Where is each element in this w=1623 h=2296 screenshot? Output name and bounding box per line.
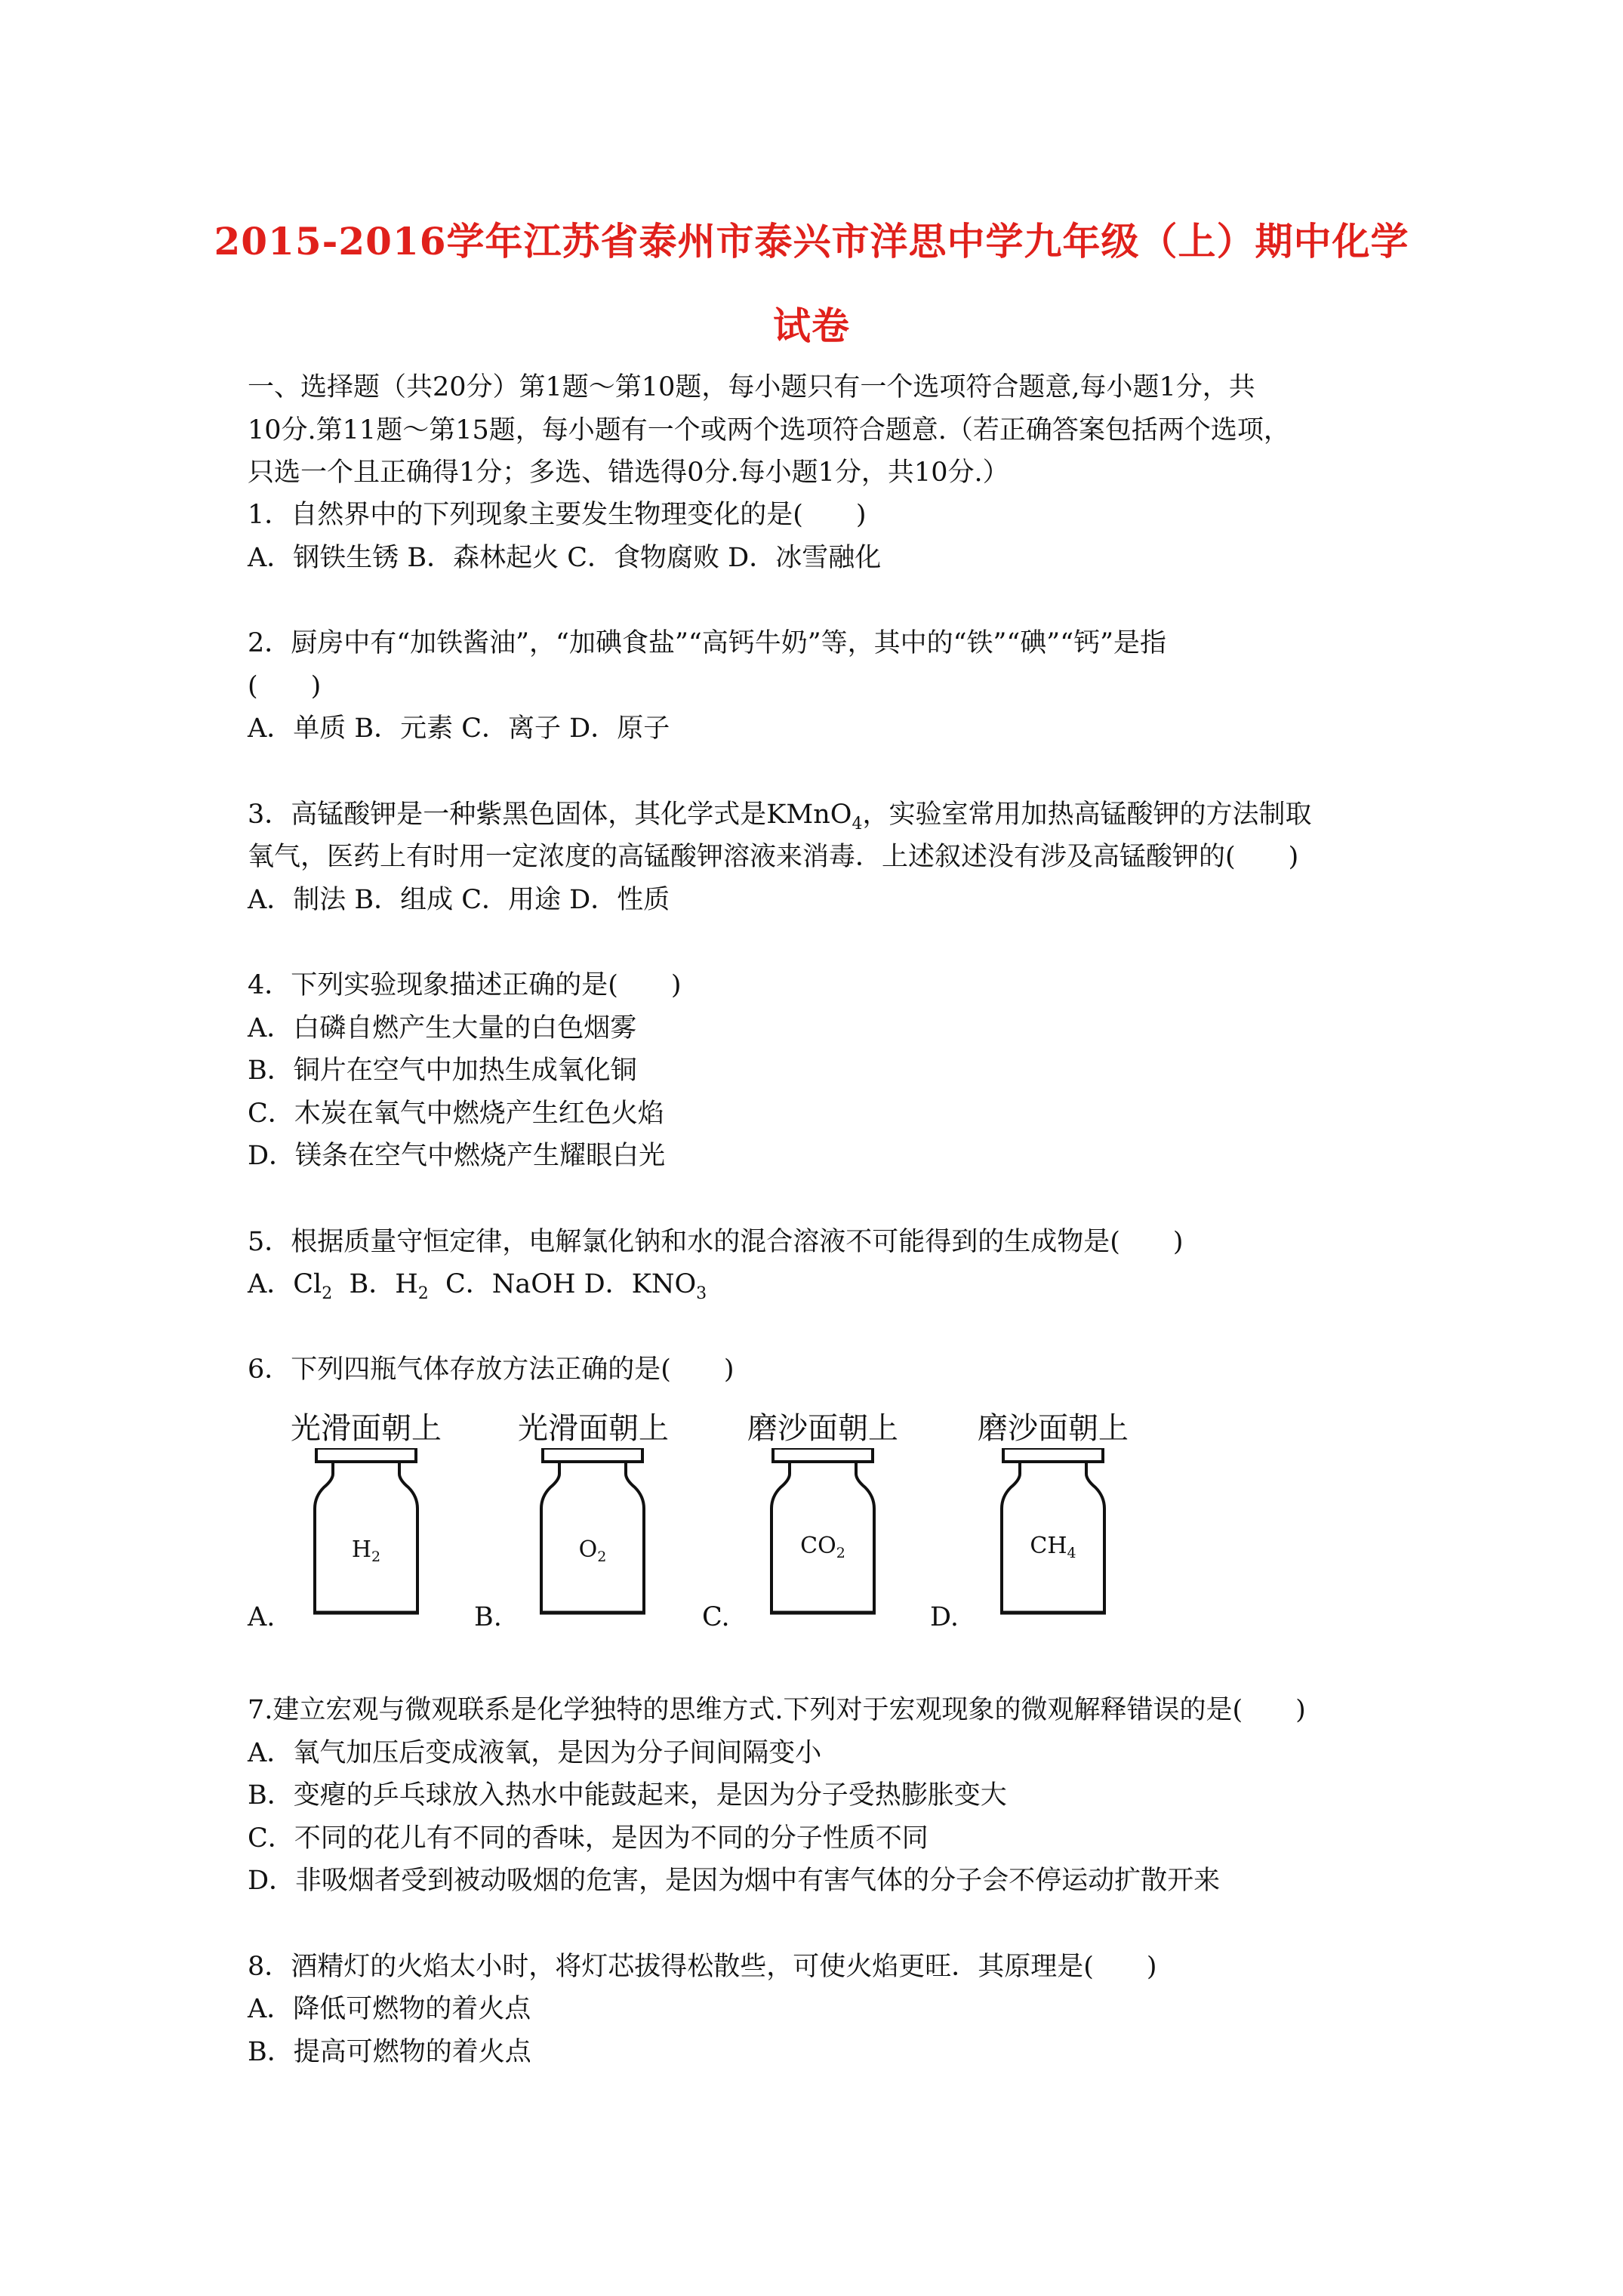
q6-bottle-figure [0, 1404, 1623, 1631]
q4-option-d: D．镁条在空气中燃烧产生耀眼白光 [248, 1141, 666, 1171]
q2-stem-line2: ( ) [248, 671, 322, 701]
q6-bottle-b-icon [532, 1448, 653, 1616]
q3-options: A．制法 B．组成 C．用途 D．性质 [248, 885, 670, 915]
q4-stem: 4．下列实验现象描述正确的是( ) [248, 970, 682, 1000]
q6-option-b-letter: B. [474, 1602, 502, 1632]
q6-bottle-b-caption: 光滑面朝上 [518, 1411, 669, 1446]
q2-options: A．单质 B．元素 C．离子 D．原子 [248, 713, 670, 744]
q5-options: A．$Cl_2$ B．$H_2$ C．NaOH D．$KNO_3$ [248, 1269, 707, 1303]
q4-option-a: A．白磷自燃产生大量的白色烟雾 [248, 1013, 637, 1043]
q2-stem-line1: 2．厨房中有“加铁酱油”，“加碘食盐”“高钙牛奶”等，其中的“铁”“碘”“钙”是指 [248, 628, 1166, 658]
q6-bottle-c-icon [762, 1448, 883, 1616]
q3-stem-line1: 3．高锰酸钾是一种紫黑色固体，其化学式是KMnO$_4$，实验室常用加热高锰酸钾的方法制取 [248, 800, 1312, 834]
q8-option-a: A．降低可燃物的着火点 [248, 1994, 531, 2024]
q6-bottle-d-caption: 磨沙面朝上 [978, 1411, 1129, 1446]
q1-options: A．钢铁生锈 B．森林起火 C．食物腐败 D．冰雪融化 [248, 543, 882, 573]
q6-option-d-letter: D. [930, 1602, 959, 1632]
q6-bottle-c-caption: 磨沙面朝上 [747, 1411, 898, 1446]
q6-bottle-a-caption: 光滑面朝上 [291, 1411, 442, 1446]
q6-option-a-letter: A. [248, 1602, 276, 1632]
q7-option-b: B．变瘪的乒乓球放入热水中能鼓起来，是因为分子受热膨胀变大 [248, 1780, 1007, 1811]
section-intro-line2: 10分.第11题～第15题，每小题有一个或两个选项符合题意.（若正确答案包括两个选项， [248, 415, 1290, 445]
q7-stem: 7.建立宏观与微观联系是化学独特的思维方式.下列对于宏观现象的微观解释错误的是( ) [248, 1695, 1306, 1725]
q6-bottle-d-icon [993, 1448, 1113, 1616]
q6-stem: 6．下列四瓶气体存放方法正确的是( ) [248, 1354, 735, 1385]
q6-bottle-c-formula: $CO_2$ [800, 1533, 845, 1561]
q6-bottle-b-formula: $O_2$ [578, 1536, 607, 1565]
section-intro-line1: 一、选择题（共20分）第1题～第10题，每小题只有一个选项符合题意,每小题1分，共 [248, 372, 1255, 402]
q7-option-d: D．非吸烟者受到被动吸烟的危害，是因为烟中有害气体的分子会不停运动扩散开来 [248, 1866, 1221, 1896]
q6-bottle-a-formula: $H_2$ [351, 1536, 381, 1565]
q8-option-b: B．提高可燃物的着火点 [248, 2037, 531, 2067]
q8-stem: 8．酒精灯的火焰太小时，将灯芯拔得松散些，可使火焰更旺．其原理是( ) [248, 1952, 1157, 1982]
q6-option-c-letter: C. [702, 1602, 730, 1632]
q6-bottle-d-formula: $CH_4$ [1030, 1533, 1076, 1561]
section-intro-line3: 只选一个且正确得1分；多选、错选得0分.每小题1分，共10分.） [248, 458, 1009, 488]
exam-title-line2: 试卷 [773, 304, 850, 348]
q4-option-c: C．木炭在氧气中燃烧产生红色火焰 [248, 1099, 664, 1129]
q1-stem: 1．自然界中的下列现象主要发生物理变化的是( ) [248, 500, 867, 530]
q5-stem: 5．根据质量守恒定律，电解氯化钠和水的混合溶液不可能得到的生成物是( ) [248, 1227, 1184, 1257]
q6-bottle-a-icon [306, 1448, 427, 1616]
q7-option-c: C．不同的花儿有不同的香味，是因为不同的分子性质不同 [248, 1823, 929, 1854]
exam-title-line1: 2015-2016学年江苏省泰州市泰兴市洋思中学九年级（上）期中化学 [214, 219, 1409, 264]
q3-stem-line2: 氧气，医药上有时用一定浓度的高锰酸钾溶液来消毒．上述叙述没有涉及高锰酸钾的( ) [248, 842, 1299, 872]
q4-option-b: B．铜片在空气中加热生成氧化铜 [248, 1056, 637, 1086]
q7-option-a: A．氧气加压后变成液氧，是因为分子间间隔变小 [248, 1738, 822, 1768]
